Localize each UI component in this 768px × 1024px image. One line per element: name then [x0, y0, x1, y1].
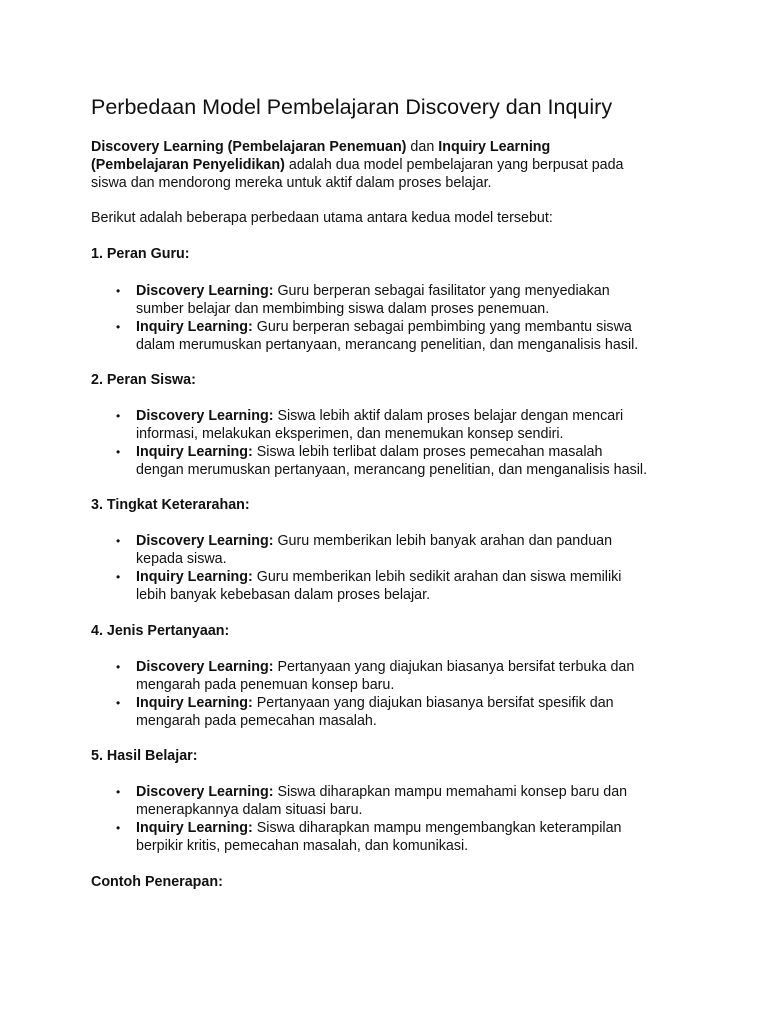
item-text-2: sumber belajar dan membimbing siswa dalam proses penemuan. — [136, 301, 550, 317]
section-5-list — [91, 783, 691, 855]
intro-connector: dan — [406, 139, 439, 155]
intro-line-2-text: adalah dua model pembelajaran yang berpusat pada — [284, 157, 624, 173]
section-heading: 2. Peran Siswa: — [91, 372, 196, 388]
intro-paragraph — [91, 138, 691, 192]
section-heading: 3. Tingkat Keterarahan: — [91, 497, 250, 513]
item-label: Discovery Learning: — [136, 408, 274, 424]
list-item — [91, 819, 691, 855]
bullet-icon: • — [116, 785, 121, 799]
item-text-2: dalam merumuskan pertanyaan, merancang penelitian, dan menganalisis hasil. — [136, 337, 639, 353]
item-text-1: Siswa diharapkan mampu memahami konsep baru dan — [273, 784, 628, 800]
item-label: Inquiry Learning: — [136, 444, 253, 460]
bullet-icon: • — [116, 696, 121, 710]
section-2-heading — [91, 371, 691, 389]
item-label: Inquiry Learning: — [136, 820, 253, 836]
list-item — [91, 532, 691, 568]
intro-term-inquiry-sub: (Pembelajaran Penyelidikan) — [91, 157, 285, 173]
item-text-1: Guru memberikan lebih sedikit arahan dan siswa memiliki — [252, 569, 622, 585]
section-3-list — [91, 532, 691, 604]
list-item — [91, 282, 691, 318]
item-text-1: Guru memberikan lebih banyak arahan dan panduan — [273, 533, 613, 549]
final-heading-block — [91, 873, 691, 891]
item-label: Inquiry Learning: — [136, 319, 253, 335]
section-2-list — [91, 407, 691, 479]
page-title: Perbedaan Model Pembelajaran Discovery dan Inquiry — [91, 95, 613, 119]
item-label: Discovery Learning: — [136, 784, 274, 800]
intro-line-1 — [91, 138, 691, 156]
item-text-2: menerapkannya dalam situasi baru. — [136, 802, 363, 818]
item-text-1: Guru berperan sebagai fasilitator yang menyediakan — [273, 283, 610, 299]
item-label: Discovery Learning: — [136, 659, 274, 675]
list-item — [91, 318, 691, 354]
bullet-icon: • — [116, 570, 121, 584]
item-text-1: Siswa diharapkan mampu mengembangkan keterampilan — [252, 820, 622, 836]
bullet-icon: • — [116, 534, 121, 548]
section-1-list — [91, 282, 691, 354]
section-5-heading — [91, 747, 691, 765]
list-item — [91, 568, 691, 604]
bullet-icon: • — [116, 660, 121, 674]
section-heading: 4. Jenis Pertanyaan: — [91, 623, 230, 639]
item-text-2: mengarah pada penemuan konsep baru. — [136, 677, 395, 693]
item-text-1: Guru berperan sebagai pembimbing yang membantu siswa — [252, 319, 632, 335]
list-item — [91, 694, 691, 730]
intro-line-2 — [91, 156, 691, 174]
list-item — [91, 443, 691, 479]
lead-paragraph: Berikut adalah beberapa perbedaan utama antara kedua model tersebut: — [91, 210, 553, 226]
section-1-heading — [91, 245, 691, 263]
list-item — [91, 407, 691, 443]
item-label: Inquiry Learning: — [136, 569, 253, 585]
bullet-icon: • — [116, 320, 121, 334]
item-text-2: berpikir kritis, pemecahan masalah, dan komunikasi. — [136, 838, 469, 854]
section-4-list — [91, 658, 691, 730]
item-label: Discovery Learning: — [136, 283, 274, 299]
item-text-1: Siswa lebih terlibat dalam proses pemecahan masalah — [252, 444, 603, 460]
item-text-1: Siswa lebih aktif dalam proses belajar dengan mencari — [273, 408, 624, 424]
item-text-2: kepada siswa. — [136, 551, 227, 567]
section-3-heading — [91, 496, 691, 514]
item-text-1: Pertanyaan yang diajukan biasanya bersifat spesifik dan — [252, 695, 614, 711]
section-heading: 1. Peran Guru: — [91, 246, 190, 262]
bullet-icon: • — [116, 284, 121, 298]
section-heading: 5. Hasil Belajar: — [91, 748, 198, 764]
item-text-2: informasi, melakukan eksperimen, dan menemukan konsep sendiri. — [136, 426, 564, 442]
item-label: Inquiry Learning: — [136, 695, 253, 711]
bullet-icon: • — [116, 445, 121, 459]
list-item — [91, 783, 691, 819]
list-item — [91, 658, 691, 694]
item-text-1: Pertanyaan yang diajukan biasanya bersifat terbuka dan — [273, 659, 635, 675]
item-text-2: dengan merumuskan pertanyaan, merancang penelitian, dan menganalisis hasil. — [136, 462, 648, 478]
bullet-icon: • — [116, 821, 121, 835]
intro-term-inquiry: Inquiry Learning — [438, 139, 551, 155]
intro-term-discovery: Discovery Learning (Pembelajaran Penemuan) — [91, 139, 407, 155]
bullet-icon: • — [116, 409, 121, 423]
item-text-2: mengarah pada pemecahan masalah. — [136, 713, 377, 729]
section-4-heading — [91, 622, 691, 640]
final-heading: Contoh Penerapan: — [91, 874, 223, 890]
item-label: Discovery Learning: — [136, 533, 274, 549]
item-text-2: lebih banyak kebebasan dalam proses belajar. — [136, 587, 431, 603]
intro-line-3: siswa dan mendorong mereka untuk aktif dalam proses belajar. — [91, 175, 492, 191]
